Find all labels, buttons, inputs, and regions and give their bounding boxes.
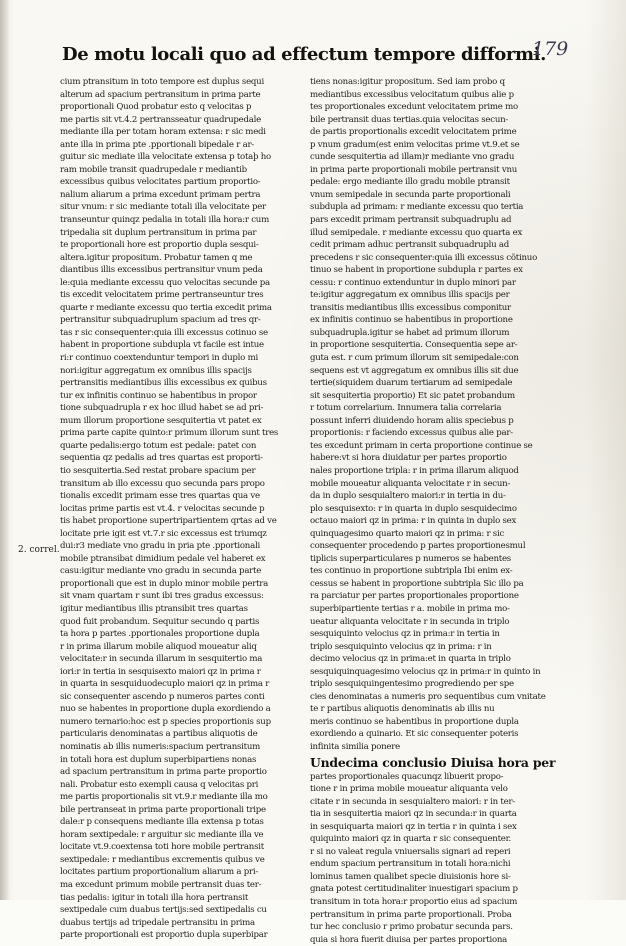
text-line: pars excedit primam pertransit subquadruplu ad	[310, 215, 512, 226]
text-line: sic consequenter ascendo p numeros partes conti	[60, 691, 265, 702]
text-line: cessus se habent in proportione subtripla Sic illo pa	[310, 578, 524, 589]
text-line: tes excedunt primam in certa proportione continue se	[310, 440, 533, 451]
text-line: sit sesquitertia proportio) Et sic patet probandum	[310, 390, 515, 401]
text-line: numero ternario:hoc est p species proportionis sup	[60, 716, 271, 727]
text-line: tas r sic consequenter:quia illi excessus cotinuo se	[60, 327, 268, 338]
text-line: proportionali Quod probatur esto q velocitas p	[60, 102, 252, 113]
text-line: cessu: r continuo extenduntur in duplo minori par	[310, 277, 516, 288]
text-line: quod fuit probandum. Sequitur secundo q partis	[60, 616, 260, 627]
text-line: nuo se habentes in proportione dupla exordiendo a	[60, 704, 271, 715]
text-line: tia in sesquitertia maiori qz in secunda:r in quarta	[310, 809, 517, 820]
text-line: sextipedale: r mediantibus excrementis quibus ve	[60, 854, 265, 865]
text-line: altera.igitur propositum. Probatur tamen q me	[60, 252, 253, 263]
left-text-column	[60, 76, 308, 942]
text-line: nales proportione tripla: r in prima illarum aliquod	[310, 465, 519, 476]
text-line: tionalis excedit primam esse tres quartas qua ve	[60, 491, 260, 502]
text-line: superbipartiente tertias r a. mobile in prima mo-	[310, 603, 510, 614]
text-line: dui:r3 mediate vno gradu in pria pte .pportionali	[60, 541, 260, 552]
right-column-lower-text	[310, 771, 558, 946]
text-line: te r partibus aliquotis denominatis ab illis nu	[310, 704, 495, 715]
text-line: in proportione sesquitertia. Consequentia sepe ar-	[310, 340, 518, 351]
text-line: mobile ptransibat dimidium pedale vel haberet ex	[60, 553, 266, 564]
text-line: pedale: ergo mediante illo gradu mobile ptransit	[310, 177, 510, 188]
text-line: tio sesquitertia.Sed restat probare spacium per	[60, 465, 256, 476]
text-line: casu:igitur mediante vno gradu in secunda parte	[60, 566, 262, 577]
text-line: me partis sit vt.4.2 pertransseatur quadrupedale	[60, 114, 261, 125]
text-line: tione subquadrupla r ex hoc illud habet se ad pri-	[60, 403, 264, 414]
text-line: tur ex infinitis continuo se habentibus in propor	[60, 390, 257, 401]
text-line: quarte r mediante excessu quo tertia excedit prima	[60, 302, 272, 313]
text-line: habere:vt si hora diuidatur per partes proportio	[310, 453, 507, 464]
text-line: tur hec conclusio r primo probatur secunda pars.	[310, 922, 513, 933]
text-line: dale:r p consequens mediante illa extensa p totas	[60, 817, 264, 828]
text-line: decimo velocius qz in prima:et in quarta in triplo	[310, 654, 511, 665]
text-line: ram mobile transit quadrupedale r mediantib	[60, 164, 247, 175]
text-line: meris continuo se habentibus in proportione dupla	[310, 716, 519, 727]
text-line: tinuo se habent in proportione subdupla r partes ex	[310, 265, 523, 276]
folio-number: 179	[532, 38, 569, 60]
text-line: quiquinto maiori qz in quarta r sic consequenter.	[310, 834, 511, 845]
text-line: nominatis ab illis numeris:spacium pertransitum	[60, 741, 261, 752]
text-line: tis excedit velocitatem prime pertranseuntur tres	[60, 290, 264, 301]
text-line: p vnum gradum(est enim velocitas prime vt.9.et se	[310, 139, 520, 150]
text-line: tione r in prima mobile moueatur aliquanta velo	[310, 784, 508, 795]
text-line: mobile moueatur aliquanta velocitate r in secun-	[310, 478, 511, 489]
page-edge-tone	[586, 0, 626, 900]
text-line: pertransitis mediantibus illis excessibus ex quibus	[60, 378, 267, 389]
text-line: ra parciatur per partes proportionales proportione	[310, 591, 519, 602]
text-line: tes continuo in proportione subtripla Ibi enim ex-	[310, 566, 513, 577]
text-line: possunt inferri diuidendo horam aliis speciebus p	[310, 415, 514, 426]
margin-note: 2. correl.	[18, 545, 60, 555]
text-line: locitates partium proportionalium aliarum a pri-	[60, 867, 258, 878]
text-line: guitur sic mediate illa velocitate extensa p totaþ ho	[60, 152, 271, 163]
text-line: transeuntur quinqz pedalia in totali illa hora:r cum	[60, 215, 269, 226]
text-line: quia si hora fuerit diuisa per partes proportiona	[310, 934, 508, 945]
text-line: tiplicis superparticulares p numeros se habentes	[310, 553, 511, 564]
text-line: ma excedunt primum mobile pertransit duas ter-	[60, 880, 262, 890]
text-line: nalium aliarum a prima excedunt primam pertra	[60, 189, 261, 200]
text-line: tes proportionales excedunt velocitatem prime mo	[310, 102, 518, 113]
right-column-upper-text	[310, 76, 558, 754]
text-line: illud semipedale. r mediante excessu quo quarta ex	[310, 227, 523, 238]
text-line: cium ptransitum in toto tempore est duplus sequi	[60, 77, 264, 87]
text-line: duabus tertijs ad tripedale pertransitu in prima	[60, 917, 255, 928]
text-line: consequenter procedendo p partes proportionesmul	[310, 541, 526, 552]
text-line: sequens est vt aggregatum ex omnibus illis sit due	[310, 365, 519, 376]
text-line: quarte pedalis:ergo totum est pedale: patet con	[60, 440, 257, 451]
text-line: r si no valeat regula vniuersalis signari ad reperi	[310, 846, 511, 857]
text-line: mum illorum proportione sesquitertia vt patet ex	[60, 415, 262, 426]
text-line: sextipedale cum duabus tertijs:sed sextipedalis cu	[60, 905, 267, 916]
text-line: da in duplo sesquialtero maiori:r in tertia in du-	[310, 491, 506, 502]
text-line: gnata potest certitudinaliter inuestigari spacium p	[310, 884, 518, 895]
text-line: in sesquiquarta maiori qz in tertia r in quinta i sex	[310, 821, 517, 832]
text-line: subdupla ad primam: r mediante excessu quo tertia	[310, 202, 524, 213]
text-line: octauo maiori qz in prima: r in quinta in duplo sex	[310, 516, 517, 527]
text-line: transitum ab illo excessu quo secunda pars propo	[60, 478, 265, 489]
text-line: mediantibus excessibus velocitatum quibus alie p	[310, 89, 514, 100]
text-line: iori:r in tertia in sesquisexto maiori qz in prima r	[60, 666, 261, 677]
text-line: sesquiquinquagesimo velocius qz in prima:r in quinto in	[310, 666, 541, 677]
text-line: r in prima illarum mobile aliquod moueatur aliq	[60, 641, 257, 652]
text-line: bile pertranseat in prima parte proportionali tripe	[60, 804, 266, 815]
text-line: sesquiquinto velocius qz in prima:r in tertia in	[310, 629, 500, 640]
text-line: guta est. r cum primum illorum sit semipedale:con	[310, 353, 519, 364]
text-line: ad spacium pertransitum in prima parte proportio	[60, 767, 267, 778]
text-line: partes proportionales quacunqz libuerit propo-	[310, 771, 504, 782]
text-line: velocitate:r in secunda illarum in sesquitertio ma	[60, 654, 263, 665]
text-line: tias pedalis: igitur in totali illa hora pertransit	[60, 892, 249, 903]
text-line: ueatur aliquanta velocitate r in secunda in triplo	[310, 616, 510, 627]
text-line: nali. Probatur esto exempli causa q velocitas pri	[60, 779, 259, 790]
text-line: transitum in tota hora:r proportio eius ad spacium	[310, 897, 518, 907]
right-text-column	[310, 76, 558, 946]
text-line: r totum correlarium. Innumera talia correlaria	[310, 403, 502, 414]
text-line: cies denominatas a numeris pro sequentibus cum vnitate	[310, 691, 546, 702]
text-line: excessibus quibus velocitates partium proportio-	[60, 177, 261, 188]
text-line: infinita similia ponere	[310, 741, 400, 752]
text-line: me partis proportionalis sit vt.9.r mediante illa mo	[60, 792, 268, 803]
running-title: De motu locali quo ad effectum tempore difformi.	[62, 44, 546, 65]
text-line: bile pertransit duas tertias.quia velocitas secun-	[310, 114, 509, 125]
text-line: prima parte capite quinto:r primum illorum sunt tres	[60, 428, 279, 439]
text-line: situr vnum: r sic mediante totali illa velocitate per	[60, 202, 266, 213]
text-line: horam sextipedale: r arguitur sic mediante illa ve	[60, 829, 264, 840]
text-line: le:quia mediante excessu quo velocitas secunde pa	[60, 277, 270, 288]
text-line: nori:igitur aggregatum ex omnibus illis spacijs	[60, 365, 252, 376]
text-line: ta hora p partes .pportionales proportione dupla	[60, 629, 260, 640]
text-line: quinquagesimo quarto maiori qz in prima: r sic	[310, 528, 505, 539]
text-line: locitas prime partis est vt.4. r velocitas secunde p	[60, 503, 265, 514]
text-line: parte proportionali est proportio dupla superbipar	[60, 930, 268, 941]
text-line: tis habet proportione supertripartientem qrtas ad ve	[60, 516, 277, 527]
text-line: particularis denominatas a partibus aliquotis de	[60, 729, 258, 740]
text-line: subquadrupla.igitur se habet ad primum illorum	[310, 327, 510, 338]
text-line: alterum ad spacium pertransitum in prima parte	[60, 89, 261, 100]
text-line: precedens r sic consequenter:quia illi excessus cõtinuo	[310, 252, 537, 263]
text-line: diantibus illis excessibus pertransitur vnum peda	[60, 265, 263, 276]
text-line: proportionis: r faciendo excessus quibus alie par-	[310, 428, 513, 439]
text-line: tertie(siquidem duarum tertiarum ad semipedale	[310, 378, 513, 389]
page-gutter-shadow	[0, 0, 10, 900]
text-line: cunde sesquitertia ad illam)r mediante vno gradu	[310, 152, 515, 163]
text-line: ex infinitis continuo se habentibus in proportione	[310, 315, 513, 326]
text-line: plo sesquisexto: r in quarta in duplo sesquidecimo	[310, 503, 517, 514]
text-line: pertransitur subquadruplum spacium ad tres qr-	[60, 315, 261, 326]
text-line: habent in proportione subdupla vt facile est intue	[60, 340, 264, 351]
text-line: sit vnam quartam r sunt ibi tres gradus excessus:	[60, 591, 264, 602]
text-line: de partis proportionalis excedit velocitatem prime	[310, 127, 517, 138]
text-line: in totali hora est duplum superbipartiens nonas	[60, 754, 257, 765]
conclusion-heading: Undecima conclusio Diuisa hora per	[310, 754, 556, 770]
text-line: triplo sesquiquingentesimo progrediendo per spe	[310, 679, 514, 690]
text-line: in quarta in sesquiduodecuplo maiori qz in prima r	[60, 679, 270, 690]
text-line: vnum semipedale in secunda parte proportionali	[310, 189, 511, 200]
text-line: tripedalia sit duplum pertransitum in prima par	[60, 227, 257, 238]
text-line: te proportionali hore est proportio dupla sesqui-	[60, 240, 259, 251]
text-line: locitate prie igit est vt.7.r sic excessus est triumqz	[60, 528, 267, 539]
text-line: ante illa in prima pte .pportionali bipedale r ar-	[60, 139, 254, 150]
text-line: te:igitur aggregatum ex omnibus illis spacijs per	[310, 290, 510, 301]
text-line: in prima parte proportionali mobile pertransit vnu	[310, 164, 518, 175]
text-line: cedit primam adhuc pertransit subquadruplu ad	[310, 240, 509, 251]
text-line: locitate vt.9.coextensa toti hore mobile pertransit	[60, 842, 264, 853]
text-line: sequentia qz pedalis ad tres quartas est proporti-	[60, 453, 263, 464]
text-line: ri:r continuo coextenduntur tempori in duplo mi	[60, 353, 258, 364]
text-line: exordiendo a quinario. Et sic consequenter poteris	[310, 729, 519, 740]
text-line: transitis mediantibus illis excessibus componitur	[310, 302, 511, 313]
text-line: pertransitum in prima parte proportionali. Proba	[310, 909, 512, 920]
text-line: mediante illa per totam horam extensa: r sic medi	[60, 127, 266, 138]
text-line: tiens nonas:igitur propositum. Sed iam probo q	[310, 77, 505, 87]
text-line: igitur mediantibus illis ptransibit tres quartas	[60, 603, 248, 614]
text-line: citate r in secunda in sesquialtero maiori: r in ter-	[310, 796, 515, 807]
text-line: endum spacium pertransitum in totali hora:nichi	[310, 859, 511, 870]
text-line: proportionali que est in duplo minor mobile pertra	[60, 578, 269, 589]
text-line: lominus tamen qualibet specie diuisionis hore si-	[310, 871, 511, 882]
text-line: triplo sesquiquinto velocius qz in prima: r in	[310, 641, 492, 652]
